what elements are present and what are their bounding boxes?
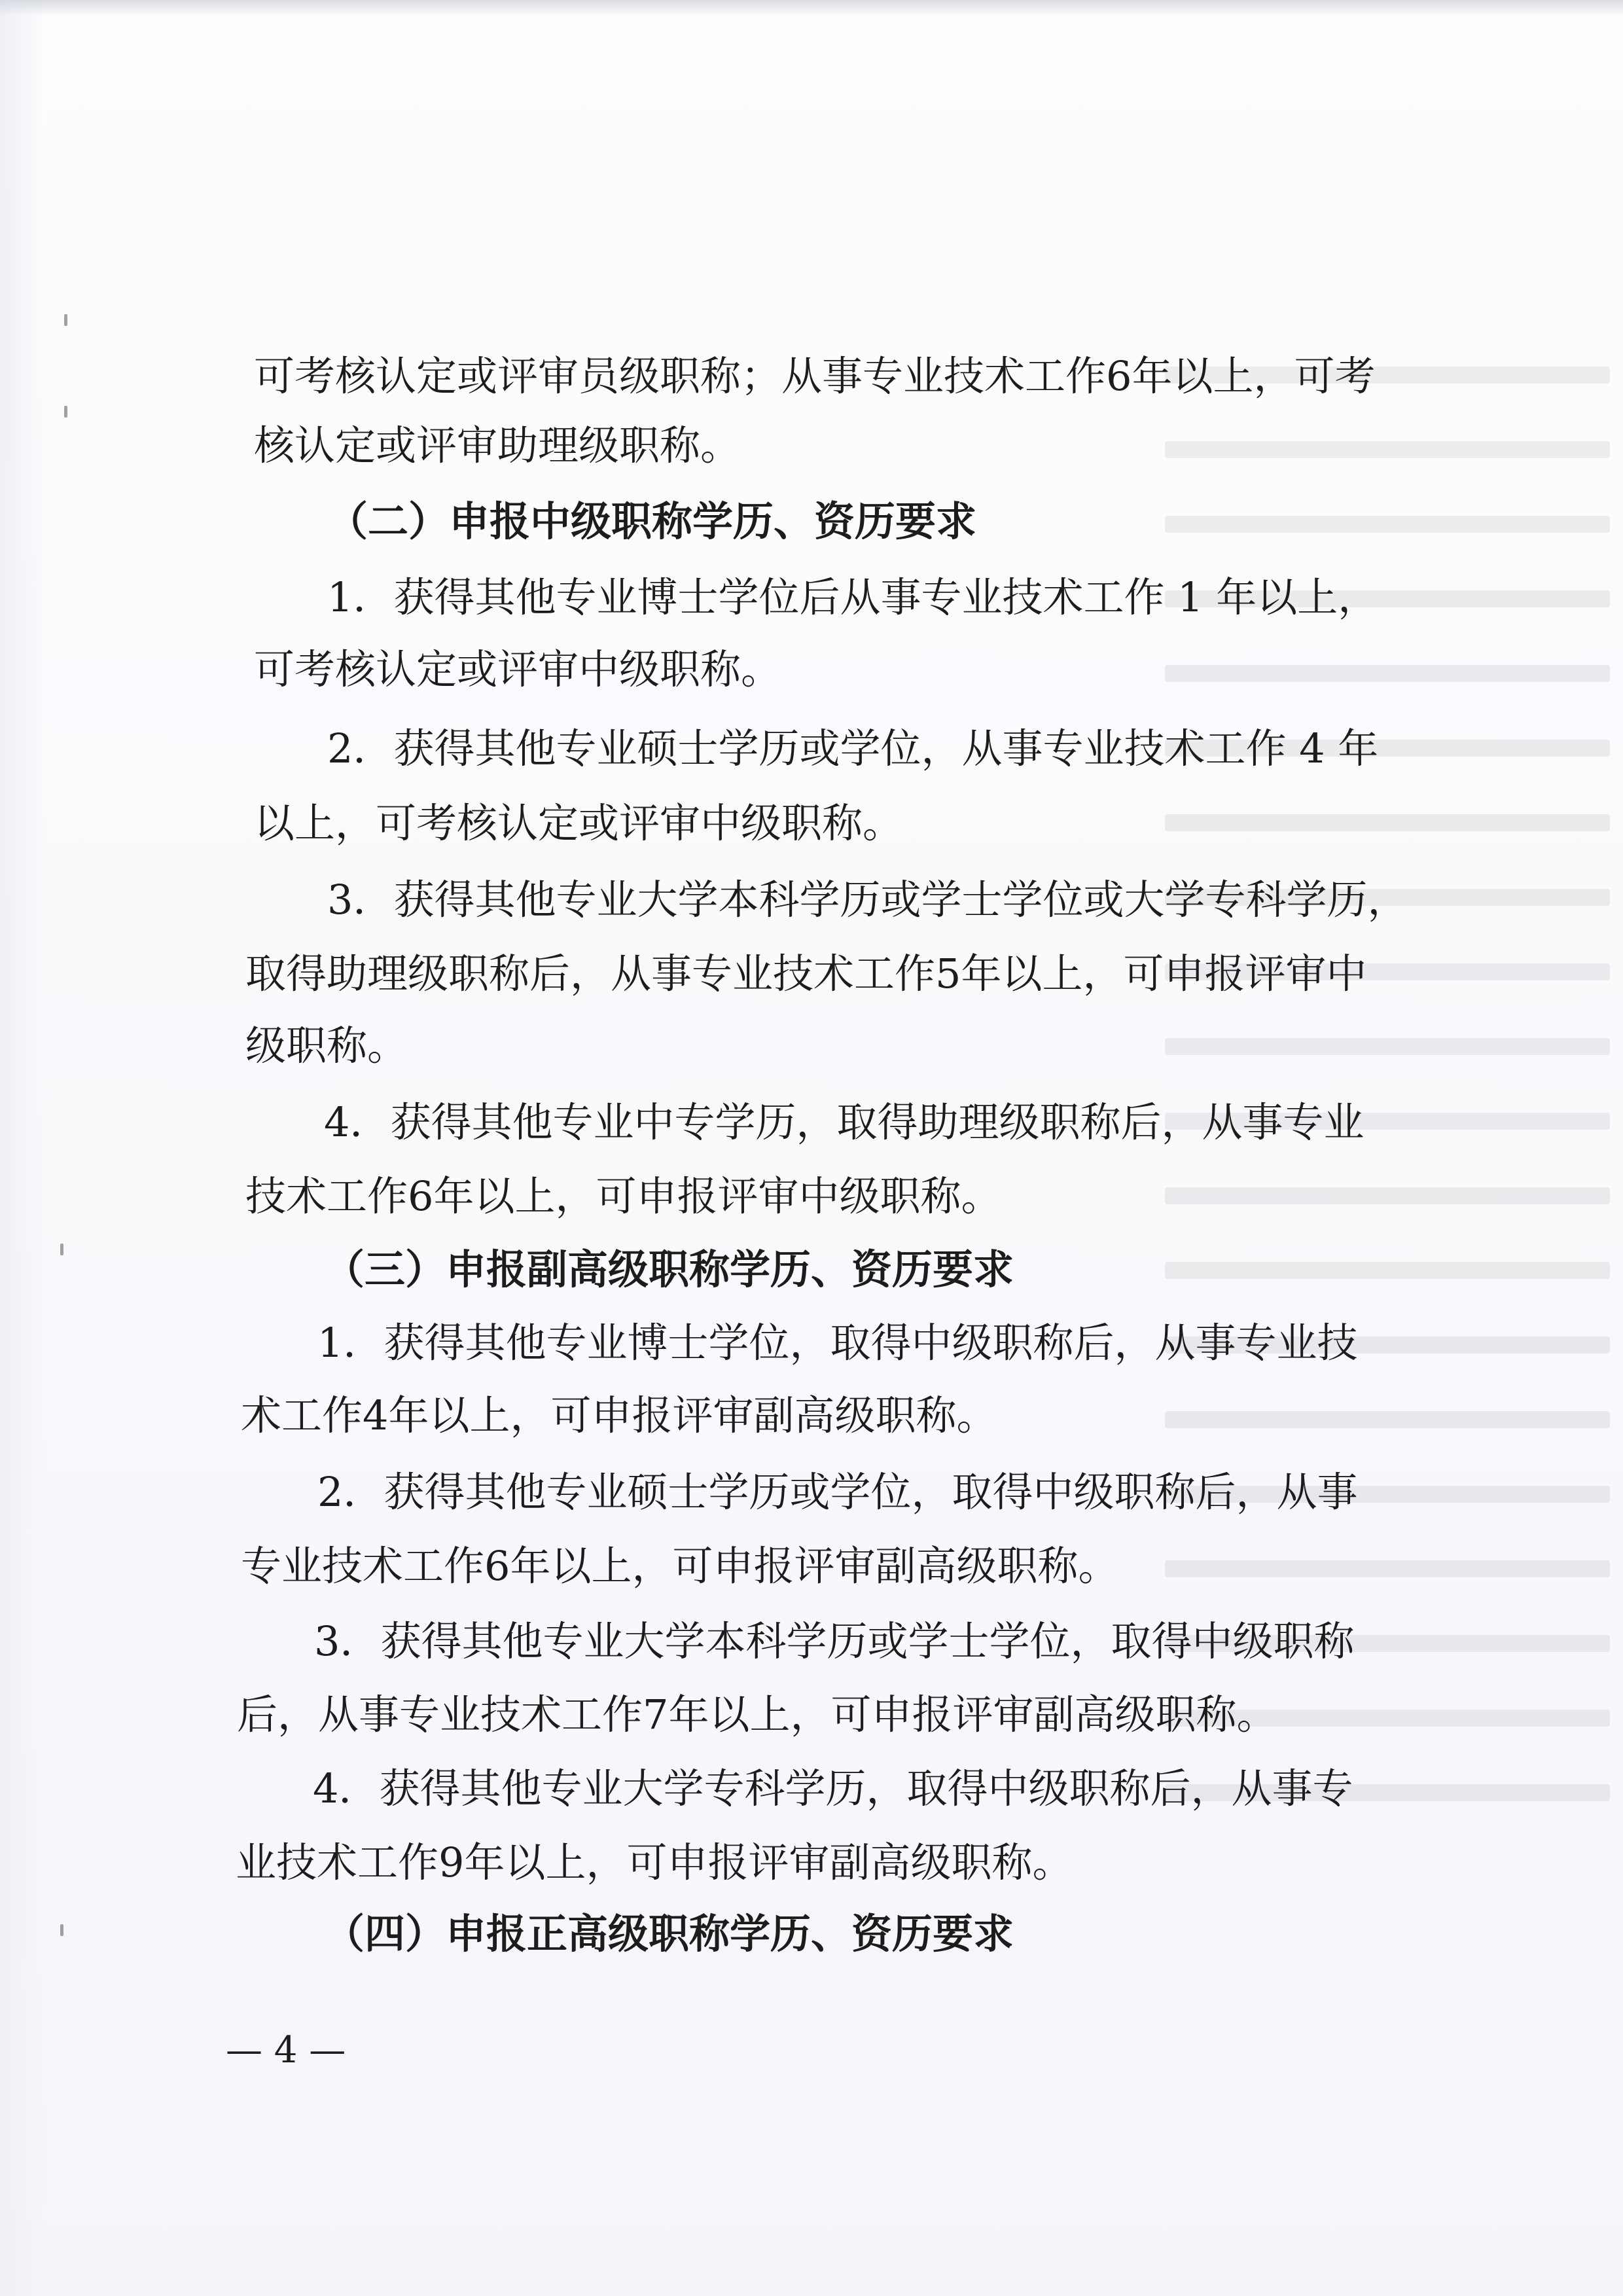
body-line: 1．获得其他专业博士学位，取得中级职称后，从事专业技 — [317, 1319, 1358, 1367]
body-line: 取得助理级职称后，从事专业技术工作5年以上，可申报评审中 — [245, 950, 1367, 997]
section-heading: （四）申报正高级职称学历、资历要求 — [324, 1910, 1014, 1958]
body-line: 2．获得其他专业硕士学历或学位，从事专业技术工作 4 年 — [327, 725, 1379, 772]
body-line: 后，从事专业技术工作7年以上，可申报评审副高级职称。 — [237, 1691, 1277, 1738]
body-line: 可考核认定或评审员级职称；从事专业技术工作6年以上，可考 — [254, 352, 1376, 400]
body-line: 4．获得其他专业大学专科学历，取得中级职称后，从事专 — [313, 1765, 1353, 1812]
page-number: — 4 — — [226, 2029, 346, 2072]
body-line: 可考核认定或评审中级职称。 — [254, 645, 782, 693]
section-heading: （二）申报中级职称学历、资历要求 — [327, 497, 977, 545]
body-line: 1．获得其他专业博士学位后从事专业技术工作 1 年以上， — [327, 573, 1379, 621]
body-line: 级职称。 — [245, 1022, 408, 1069]
body-line: 核认定或评审助理级职称。 — [254, 422, 741, 469]
body-line: 4．获得其他专业中专学历，取得助理级职称后，从事专业 — [324, 1098, 1364, 1146]
body-line: 业技术工作9年以上，可申报评审副高级职称。 — [236, 1839, 1073, 1886]
body-line: 以上，可考核认定或评审中级职称。 — [254, 799, 904, 847]
body-line: 2．获得其他专业硕士学历或学位，取得中级职称后，从事 — [317, 1468, 1358, 1516]
body-line: 3．获得其他专业大学本科学历或学士学位或大学专科学历， — [327, 876, 1408, 924]
body-line: 专业技术工作6年以上，可申报评审副高级职称。 — [241, 1542, 1119, 1590]
body-line: 3．获得其他专业大学本科学历或学士学位，取得中级职称 — [314, 1617, 1355, 1665]
body-line: 技术工作6年以上，可申报评审中级职称。 — [245, 1172, 1002, 1220]
section-heading: （三）申报副高级职称学历、资历要求 — [324, 1246, 1014, 1293]
body-line: 术工作4年以上，可申报评审副高级职称。 — [241, 1391, 997, 1439]
